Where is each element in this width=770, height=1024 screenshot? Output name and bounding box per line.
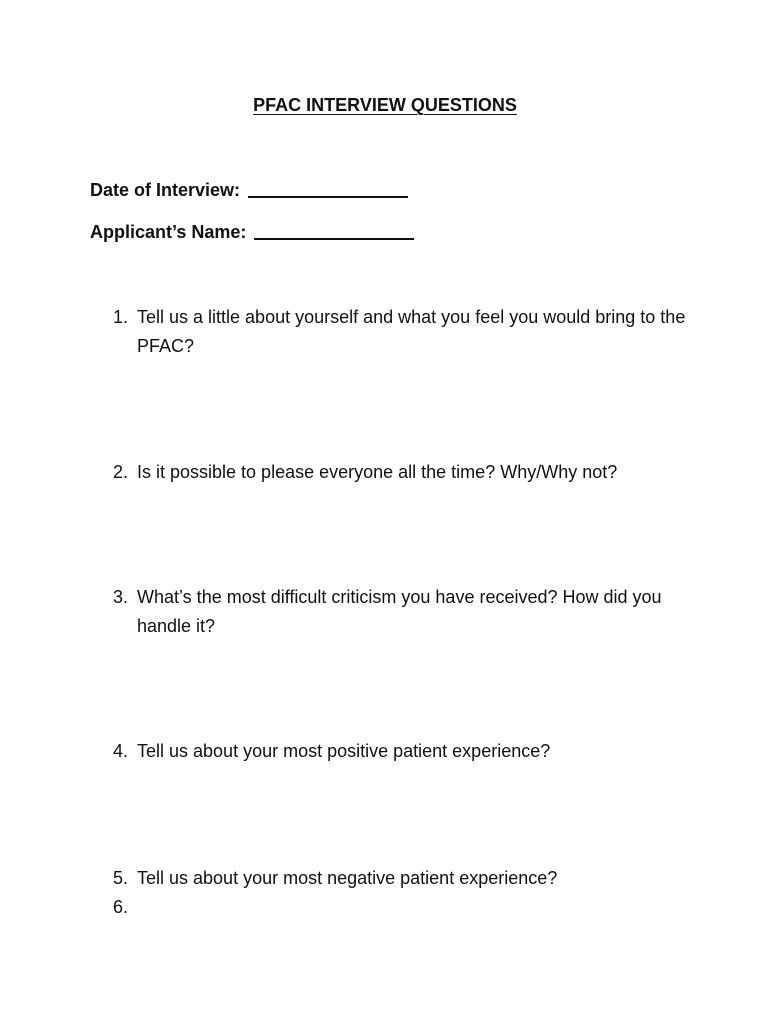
question-number: 1. — [113, 307, 129, 327]
page-title: PFAC INTERVIEW QUESTIONS — [253, 95, 517, 115]
question-4 — [113, 737, 703, 766]
question-text: What’s the most difficult criticism you have received? How did you handle it? — [137, 587, 662, 636]
question-number: 6. — [113, 897, 129, 917]
date-of-interview-blank[interactable] — [248, 194, 408, 198]
question-3 — [113, 583, 703, 641]
date-of-interview-field — [90, 180, 408, 201]
question-5 — [113, 864, 703, 893]
date-of-interview-label: Date of Interview: — [90, 180, 241, 200]
question-2 — [113, 458, 703, 487]
question-text: Tell us about your most positive patient experience? — [137, 741, 551, 761]
question-number: 3. — [113, 587, 129, 607]
question-text: Tell us about your most negative patient experience? — [137, 868, 558, 888]
question-text: Is it possible to please everyone all the time? Why/Why not? — [137, 462, 618, 482]
question-text: Tell us a little about yourself and what you feel you would bring to the PFAC? — [137, 307, 686, 356]
applicant-name-label: Applicant’s Name: — [90, 222, 247, 242]
question-1 — [113, 303, 703, 361]
applicant-name-field — [90, 222, 414, 243]
applicant-name-blank[interactable] — [254, 236, 414, 240]
question-number: 2. — [113, 462, 129, 482]
question-number: 5. — [113, 868, 129, 888]
question-number: 4. — [113, 741, 129, 761]
